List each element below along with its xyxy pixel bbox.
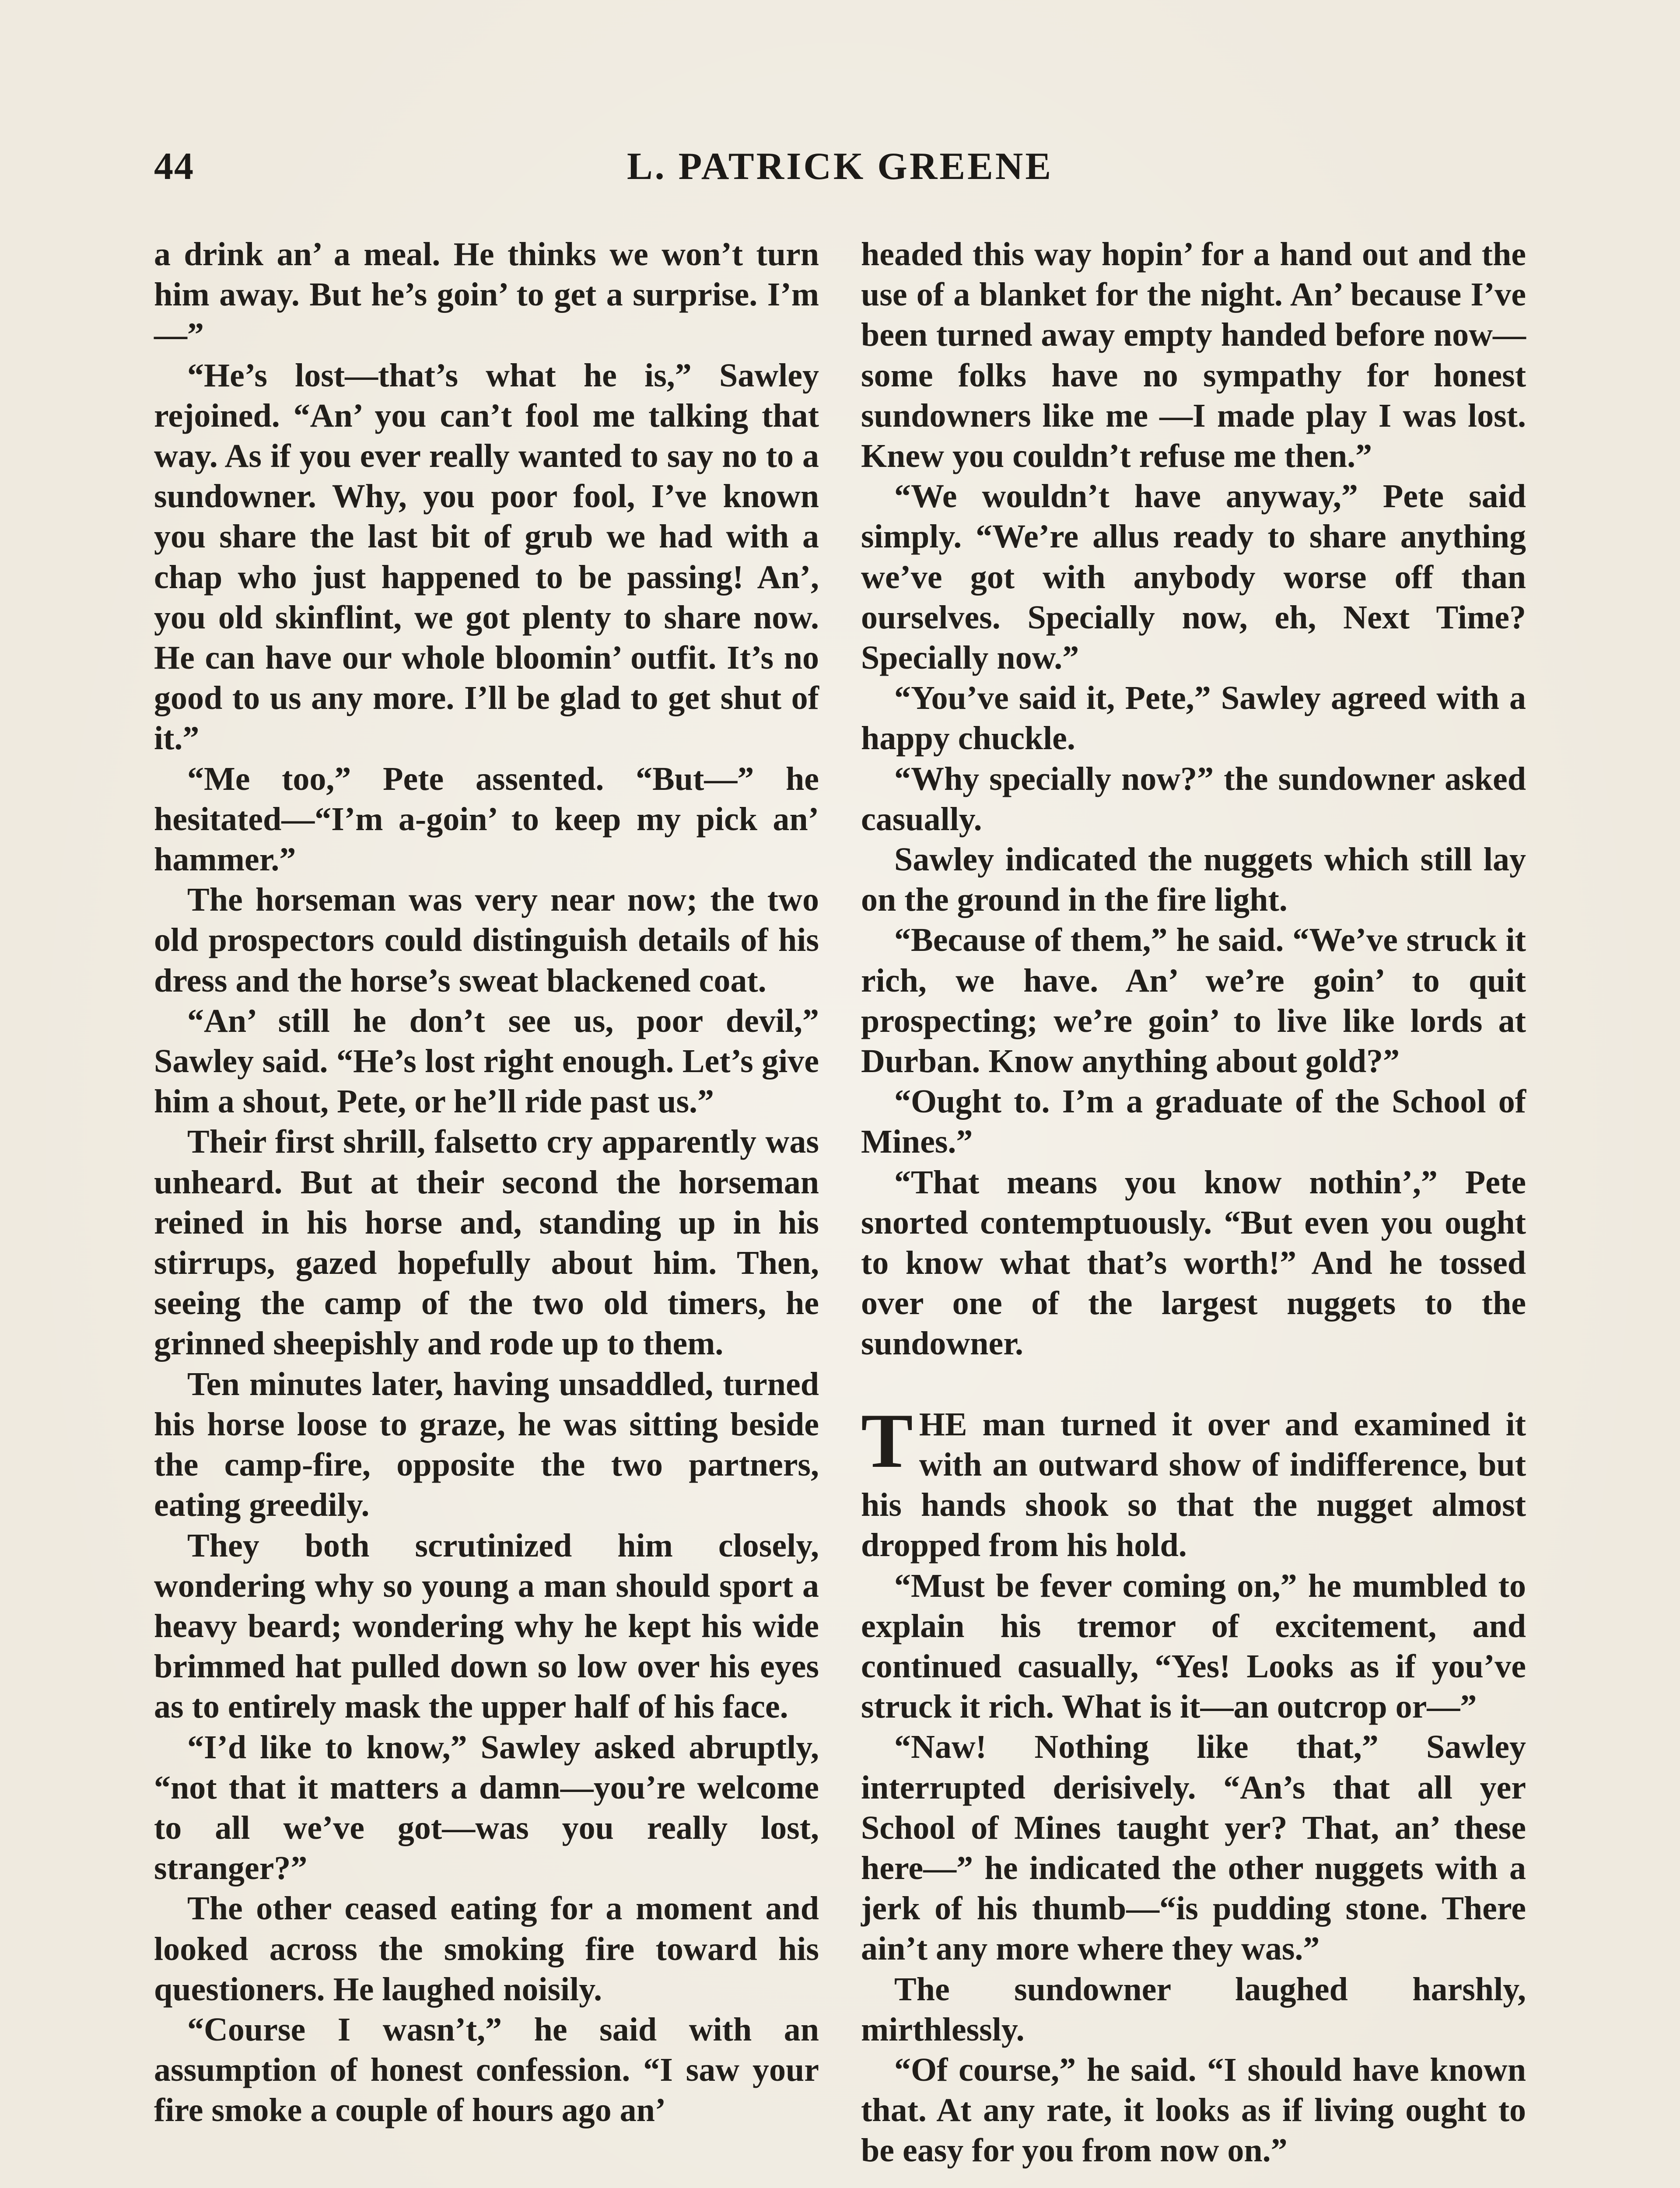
paragraph: “We wouldn’t have anyway,” Pete said simply. “We’re allus ready to share anything we’ve got with anybody worse off than ourselves. Specially now, eh, Next Time? Specially now.” [861, 478, 1526, 677]
paragraph: a drink an’ a meal. He thinks we won’t turn him away. But he’s goin’ to get a surprise. I’m—” [154, 236, 819, 354]
paragraph: Their first shrill, falsetto cry apparently was unheard. But at their second the horseman reined in his horse and, standing up in his stirrups, gazed hopefully about him. Then, seeing the camp of the two old timers, he grinned sheepishly and rode up to them. [154, 1123, 819, 1362]
paragraph: The horseman was very near now; the two old prospectors could distinguish details of his dress and the horse’s sweat blackened coat. [154, 881, 819, 999]
left-column [154, 234, 819, 2131]
dropcap-rest: man turned it over and examined it with an outward show of indifference, but his hands shook so that the nugget almost dropped from his hold. [861, 1406, 1526, 1564]
paragraph: “Must be fever coming on,” he mumbled to explain his tremor of excitement, and continued casually, “Yes! Looks as if you’ve struck it rich. What is it—an outcrop or—” [861, 1567, 1526, 1725]
paragraph: “Naw! Nothing like that,” Sawley interrupted derisively. “An’s that all yer School of Mines taught yer? That, an’ these here—” he indicated the other nuggets with a jerk of his thumb—“is pudding stone. There ain’t any more where they was.” [861, 1729, 1526, 1967]
paragraph: “He’s lost—that’s what he is,” Sawley rejoined. “An’ you can’t fool me talking that way. As if you ever really wanted to say no to a sundowner. Why, you poor fool, I’ve known you share the last bit of grub we had with a chap who just happened to be passing! An’, you old skinflint, we got plenty to share now. He can have our whole bloomin’ outfit. It’s no good to us any more. I’ll be glad to get shut of it.” [154, 357, 819, 757]
paragraph: “You’ve said it, Pete,” Sawley agreed with a happy chuckle. [861, 680, 1526, 757]
paragraph: “That means you know nothin’,” Pete snorted contemptuously. “But even you ought to know what that’s worth!” And he tossed over one of the largest nuggets to the sundowner. [861, 1164, 1526, 1362]
dropcap-lead: HE [919, 1406, 967, 1443]
paragraph: “Course I wasn’t,” he said with an assumption of honest confession. “I saw your fire smoke a couple of hours ago an’ [154, 2011, 819, 2129]
right-column [861, 234, 1526, 2171]
paragraph: The other ceased eating for a moment and looked across the smoking fire toward his questioners. He laughed noisily. [154, 1890, 819, 2008]
paragraph: headed this way hopin’ for a hand out and the use of a blanket for the night. An’ because I’ve been turned away empty handed before now—some folks have no sympathy for honest sundowners like me —I made play I was lost. Knew you couldn’t refuse me then.” [861, 236, 1526, 475]
paragraph: “Ought to. I’m a graduate of the School of Mines.” [861, 1083, 1526, 1161]
paragraph: “Because of them,” he said. “We’ve struck it rich, we have. An’ we’re goin’ to quit prospecting; we’re goin’ to live like lords at Durban. Know anything about gold?” [861, 922, 1526, 1080]
paragraph: “Of course,” he said. “I should have known that. At any rate, it looks as if living ought to be easy for you from now on.” [861, 2051, 1526, 2169]
dropcap-paragraph [861, 1397, 1526, 1566]
page-header [154, 144, 1526, 201]
paragraph: Sawley indicated the nuggets which still lay on the ground in the fire light. [861, 841, 1526, 919]
paragraph: Ten minutes later, having unsaddled, turned his horse loose to graze, he was sitting beside the camp-fire, opposite the two partners, eating greedily. [154, 1365, 819, 1524]
paragraph: They both scrutinized him closely, wondering why so young a man should sport a heavy beard; wondering why he kept his wide brimmed hat pulled down so low over his eyes as to entirely mask the upper half of his face. [154, 1527, 819, 1725]
paragraph: The sundowner laughed harshly, mirthlessly. [861, 1971, 1526, 2048]
section-break [861, 1364, 1526, 1404]
drop-cap: T [861, 1397, 913, 1484]
paragraph: “I’d like to know,” Sawley asked abruptly, “not that it matters a damn—you’re welcome to all we’ve got—was you really lost, stranger?” [154, 1729, 819, 1887]
paragraph: “An’ still he don’t see us, poor devil,” Sawley said. “He’s lost right enough. Let’s give him a shout, Pete, or he’ll ride past us.” [154, 1002, 819, 1120]
paragraph: “Me too,” Pete assented. “But—” he hesitated—“I’m a-goin’ to keep my pick an’ hammer.” [154, 760, 819, 878]
page-number: 44 [154, 145, 194, 188]
paragraph: “Why specially now?” the sundowner asked casually. [861, 760, 1526, 838]
running-head: L. PATRICK GREENE [626, 145, 1054, 188]
